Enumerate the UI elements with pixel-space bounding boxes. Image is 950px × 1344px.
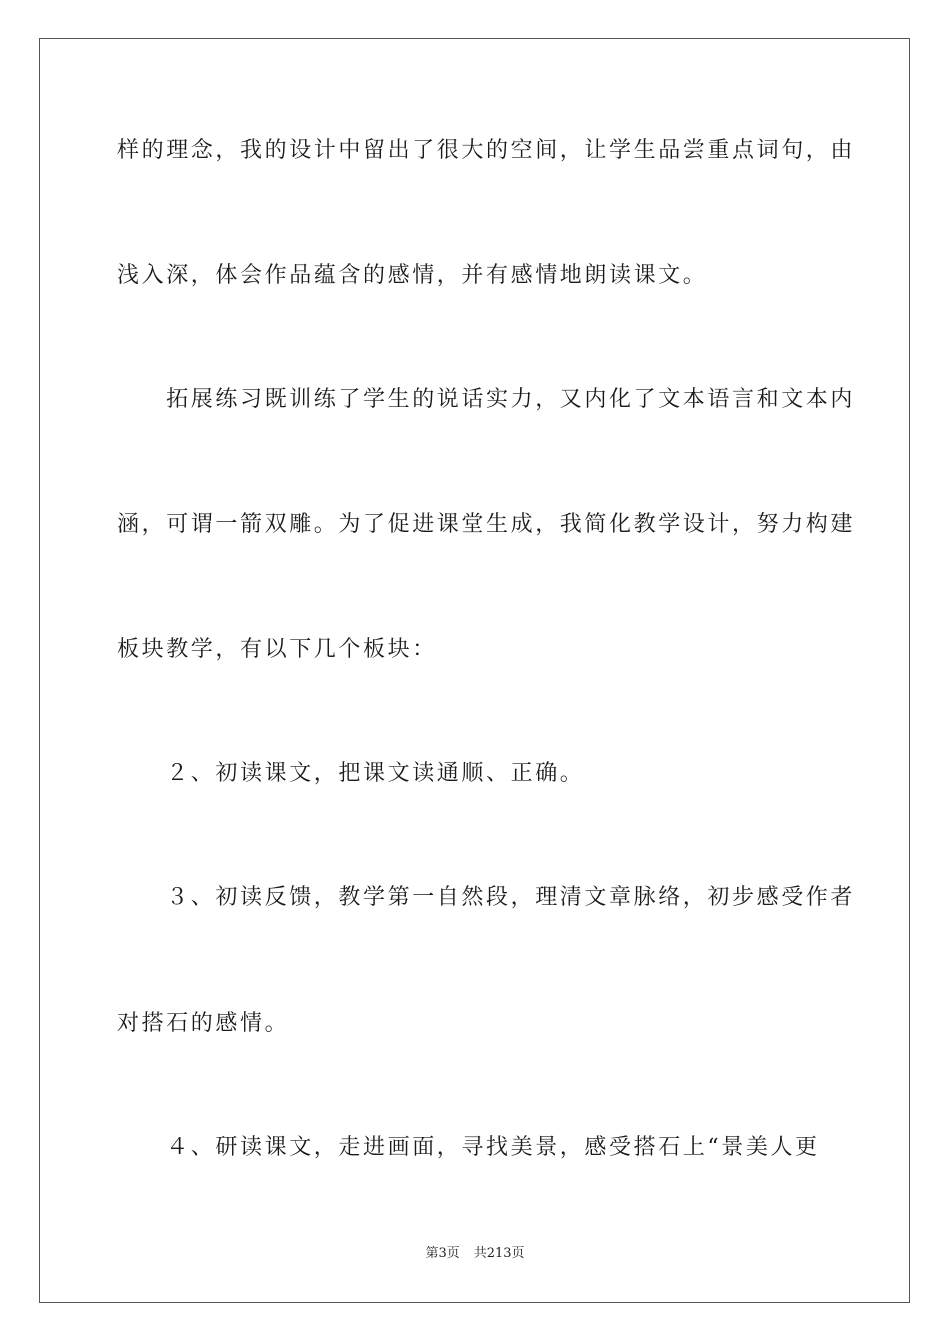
text-line: 拓展练习既训练了学生的说话实力，又内化了文本语言和文本内 bbox=[117, 387, 856, 412]
page-total: 共213页 bbox=[473, 1246, 525, 1261]
text-line: ３、初读反馈，教学第一自然段，理清文章脉络，初步感受作者 bbox=[117, 885, 856, 910]
text-line: 浅入深，体会作品蕴含的感情，并有感情地朗读课文。 bbox=[117, 263, 708, 288]
text-line: ４、研读课文，走进画面，寻找美景，感受搭石上“景美人更 bbox=[117, 1135, 820, 1160]
text-line: 板块教学，有以下几个板块： bbox=[117, 637, 437, 662]
text-line: 涵，可谓一箭双雕。为了促进课堂生成，我简化教学设计，努力构建 bbox=[117, 512, 856, 537]
page-number: 第3页 bbox=[425, 1246, 460, 1261]
page-footer bbox=[0, 1246, 950, 1262]
text-line: 样的理念，我的设计中留出了很大的空间，让学生品尝重点词句，由 bbox=[117, 138, 856, 163]
text-line: ２、初读课文，把课文读通顺、正确。 bbox=[117, 761, 585, 786]
page-border bbox=[39, 38, 910, 1303]
text-line: 对搭石的感情。 bbox=[117, 1011, 290, 1036]
